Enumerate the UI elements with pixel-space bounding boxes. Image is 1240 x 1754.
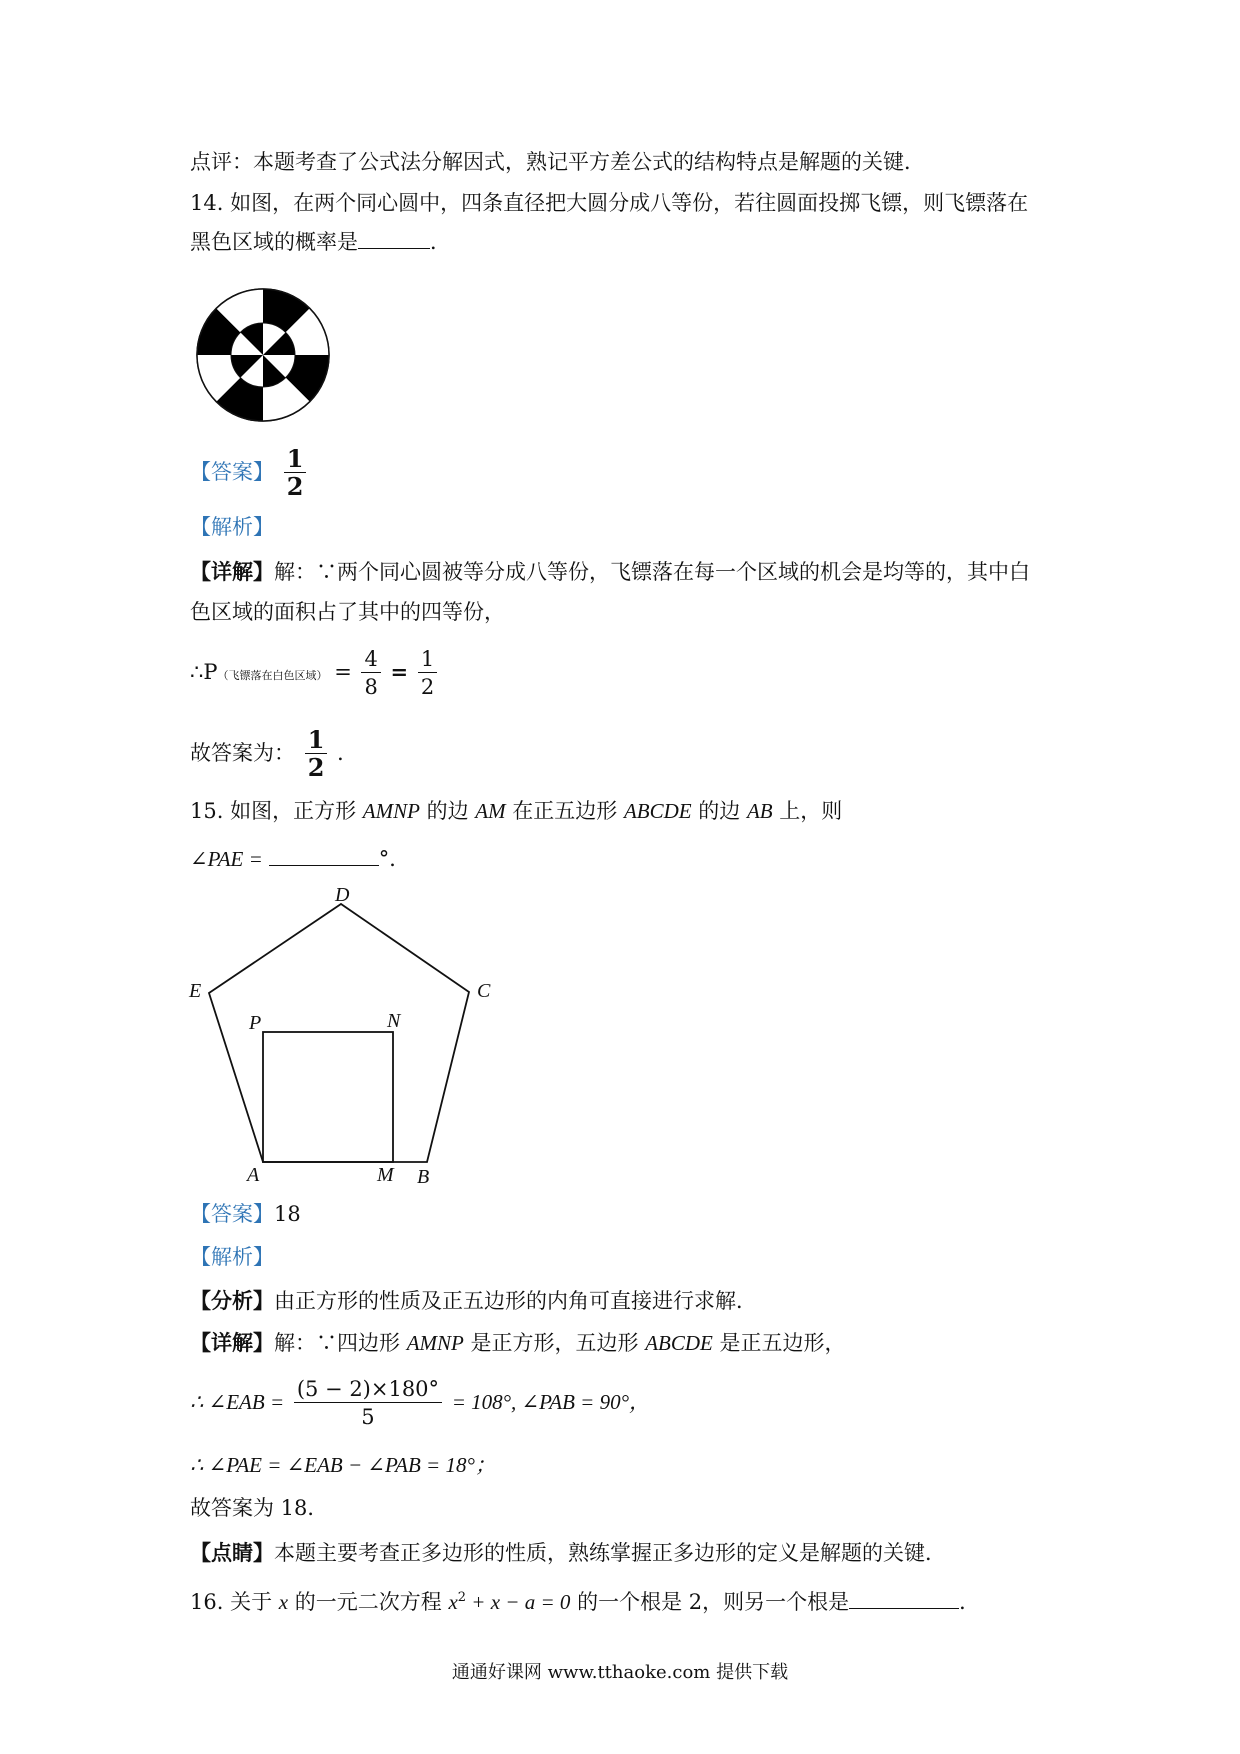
- q15-analysis-tag: 【解析】: [190, 1245, 274, 1269]
- pentagon-abcde: [209, 904, 469, 1162]
- q15-detail-b: 是正方形，五边形: [463, 1331, 646, 1355]
- q14-final-fraction: [305, 727, 328, 782]
- q15-answer-value: 18: [274, 1202, 301, 1226]
- q14-therefore-p: ∴P: [190, 660, 218, 684]
- q16-eq-rest: + x − a = 0: [466, 1590, 571, 1614]
- q15-step1-num: (5 − 2)×180°: [294, 1376, 442, 1403]
- q14-final-suffix: ．: [337, 741, 359, 765]
- q16-stem-a: 16. 关于: [190, 1590, 279, 1614]
- q15-step1-a: ∴ ∠EAB =: [190, 1390, 285, 1414]
- q15-stem-degree: °．: [378, 847, 411, 871]
- q16-var: x: [278, 1590, 289, 1614]
- dartboard-figure: [193, 285, 333, 425]
- q14-fraction-4-8: [361, 646, 380, 701]
- q14-answer-num: 1: [284, 446, 307, 473]
- q15-square-name: AMNP: [362, 799, 420, 823]
- q15-final-line: 故答案为 18．: [190, 1496, 329, 1520]
- q14-final-line: [190, 727, 358, 782]
- q15-stem-line1: [190, 796, 842, 826]
- q15-stem-a: 15. 如图，正方形: [190, 799, 363, 823]
- square-amnp: [263, 1032, 393, 1162]
- label-n: N: [387, 1010, 401, 1032]
- q15-detail-a: 解：∵四边形: [274, 1331, 407, 1355]
- q15-stem-e: 上，则: [772, 799, 843, 823]
- q14-detail-tag: 【详解】: [190, 559, 274, 584]
- q15-dianjing-text: 本题主要考查正多边形的性质，熟练掌握正多边形的定义是解题的关键．: [274, 1541, 946, 1565]
- q15-detail-square: AMNP: [406, 1331, 464, 1355]
- q14-eq1: =: [334, 660, 352, 684]
- label-a: A: [247, 1164, 260, 1185]
- q16-answer-blank: [849, 1586, 959, 1609]
- q14-stem-line2: [190, 226, 451, 257]
- label-m: M: [377, 1164, 394, 1185]
- q14-f1-num: 4: [361, 646, 380, 673]
- q15-dianjing-tag: 【点睛】: [190, 1540, 274, 1565]
- label-d: D: [335, 885, 350, 906]
- q14-final-den: 2: [307, 753, 325, 782]
- q14-probability-line: [190, 646, 440, 701]
- pentagon-square-figure: [185, 885, 505, 1185]
- q15-answer-blank: [269, 843, 379, 866]
- q16-stem-end: ．: [959, 1590, 981, 1614]
- q14-stem-line1: 14. 如图，在两个同心圆中，四条直径把大圆分成八等份，若往圆面投掷飞镖，则飞镖落在: [190, 191, 1029, 215]
- q14-final-num: 1: [305, 727, 328, 754]
- q15-dianjing-line: [190, 1538, 946, 1568]
- q16-eq-sup: 2: [457, 1590, 467, 1605]
- label-p: P: [249, 1012, 262, 1034]
- q14-answer-den: 2: [286, 472, 304, 501]
- comment-text: 点评：本题考查了公式法分解因式，熟记平方差公式的结构特点是解题的关键．: [190, 150, 925, 174]
- q16-stem-c: 的一个根是 2，则另一个根是: [570, 1590, 850, 1614]
- q14-eq2: =: [390, 659, 409, 684]
- q16-stem-b: 的一元二次方程: [288, 1590, 449, 1614]
- label-e: E: [189, 980, 202, 1002]
- q15-fenxi-line: [190, 1286, 757, 1316]
- q15-answer-tag: 【答案】: [190, 1202, 274, 1226]
- q14-detail-line1: [190, 557, 1030, 587]
- q14-subscript: （飞镖落在白色区域）: [217, 669, 328, 682]
- q15-stem-b: 的边: [419, 799, 476, 823]
- q14-detail-text1: 解：∵两个同心圆被等分成八等份，飞镖落在每一个区域的机会是均等的，其中白: [274, 560, 1030, 584]
- q15-stem-line2: [190, 843, 410, 874]
- q14-answer-fraction: [284, 446, 307, 501]
- q14-f2-num: 1: [418, 646, 437, 673]
- q15-answer-line: [190, 1199, 301, 1229]
- q15-step1-den: 5: [361, 1405, 375, 1429]
- q14-answer-tag: 【答案】: [190, 460, 274, 484]
- q14-stem-end: ．: [430, 230, 451, 254]
- q14-answer-line: [190, 446, 309, 501]
- q15-side-name: AM: [475, 799, 506, 823]
- q15-detail-c: 是正五边形，: [712, 1331, 846, 1355]
- q15-step2-line: ∴ ∠PAE = ∠EAB − ∠PAB = 18°；: [190, 1453, 496, 1477]
- q15-pentagon-name: ABCDE: [623, 799, 692, 823]
- q15-side2-name: AB: [746, 799, 773, 823]
- page-footer: 通通好课网 www.tthaoke.com 提供下载: [451, 1662, 789, 1683]
- q15-step1-b: = 108°, ∠PAB = 90°，: [451, 1390, 650, 1414]
- q15-fenxi-tag: 【分析】: [190, 1288, 274, 1313]
- q15-fenxi-text: 由正方形的性质及正五边形的内角可直接进行求解．: [274, 1289, 757, 1313]
- q15-detail-tag: 【详解】: [190, 1330, 274, 1355]
- q14-f1-den: 8: [364, 675, 378, 699]
- q16-eq-x: x: [448, 1590, 458, 1614]
- q14-final-prefix: 故答案为：: [190, 741, 295, 765]
- q14-stem-text: 黑色区域的概率是: [190, 230, 358, 254]
- q15-step1-fraction: [294, 1376, 442, 1431]
- label-b: B: [417, 1166, 430, 1185]
- q14-answer-blank: [358, 226, 430, 249]
- q15-angle-expr: ∠PAE =: [190, 847, 263, 871]
- q14-analysis-tag: 【解析】: [190, 515, 274, 539]
- q15-stem-d: 的边: [691, 799, 747, 823]
- q15-stem-c: 在正五边形: [505, 799, 624, 823]
- q14-f2-den: 2: [420, 675, 435, 699]
- q15-detail-line: [190, 1328, 846, 1358]
- q14-fraction-1-2: [418, 646, 437, 701]
- label-c: C: [477, 980, 491, 1002]
- q14-detail-line2: 色区域的面积占了其中的四等份，: [190, 600, 505, 624]
- q16-stem-line: [190, 1583, 980, 1617]
- q15-step1-line: [190, 1376, 650, 1431]
- q15-detail-pentagon: ABCDE: [645, 1331, 713, 1355]
